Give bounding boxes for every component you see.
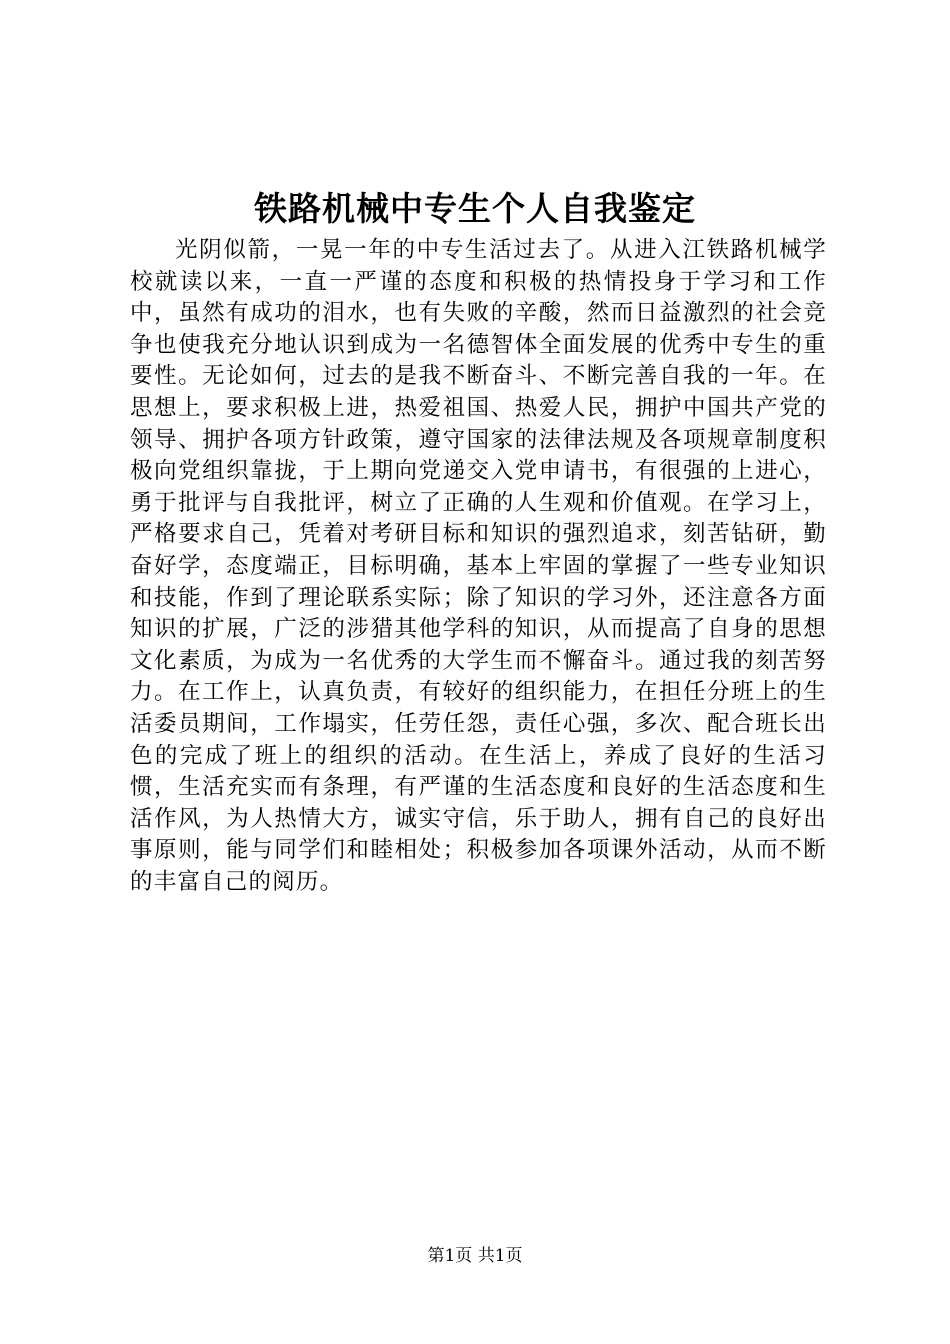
document-title: 铁路机械中专生个人自我鉴定 xyxy=(254,189,696,228)
page-number-footer: 第1页 共1页 xyxy=(427,1246,523,1266)
document-body xyxy=(130,235,827,898)
body-paragraph: 光阴似箭，一晃一年的中专生活过去了。从进入江铁路机械学校就读以来，一直一严谨的态度和积极的热情投身于学习和工作中，虽然有成功的泪水，也有失败的辛酸，然而日益激烈的社会竞争也使我充分地认识到成为一名德智体全面发展的优秀中专生的重要性。无论如何，过去的是我不断奋斗、不断完善自我的一年。在思想上，要求积极上进，热爱祖国、热爱人民，拥护中国共产党的领导、拥护各项方针政策，遵守国家的法律法规及各项规章制度积极向党组织靠拢，于上期向党递交入党申请书，有很强的上进心，勇于批评与自我批评，树立了正确的人生观和价值观。在学习上，严格要求自己，凭着对考研目标和知识的强烈追求，刻苦钻研，勤奋好学，态度端正，目标明确，基本上牢固的掌握了一些专业知识和技能，作到了理论联系实际；除了知识的学习外，还注意各方面知识的扩展，广泛的涉猎其他学科的知识，从而提高了自身的思想文化素质，为成为一名优秀的大学生而不懈奋斗。通过我的刻苦努力。在工作上，认真负责，有较好的组织能力，在担任分班上的生活委员期间，工作塌实，任劳任怨，责任心强，多次、配合班长出色的完成了班上的组织的活动。在生活上，养成了良好的生活习惯，生活充实而有条理，有严谨的生活态度和良好的生活态度和生活作风，为人热情大方，诚实守信，乐于助人，拥有自己的良好出事原则，能与同学们和睦相处；积极参加各项课外活动，从而不断的丰富自己的阅历。 xyxy=(130,237,827,895)
